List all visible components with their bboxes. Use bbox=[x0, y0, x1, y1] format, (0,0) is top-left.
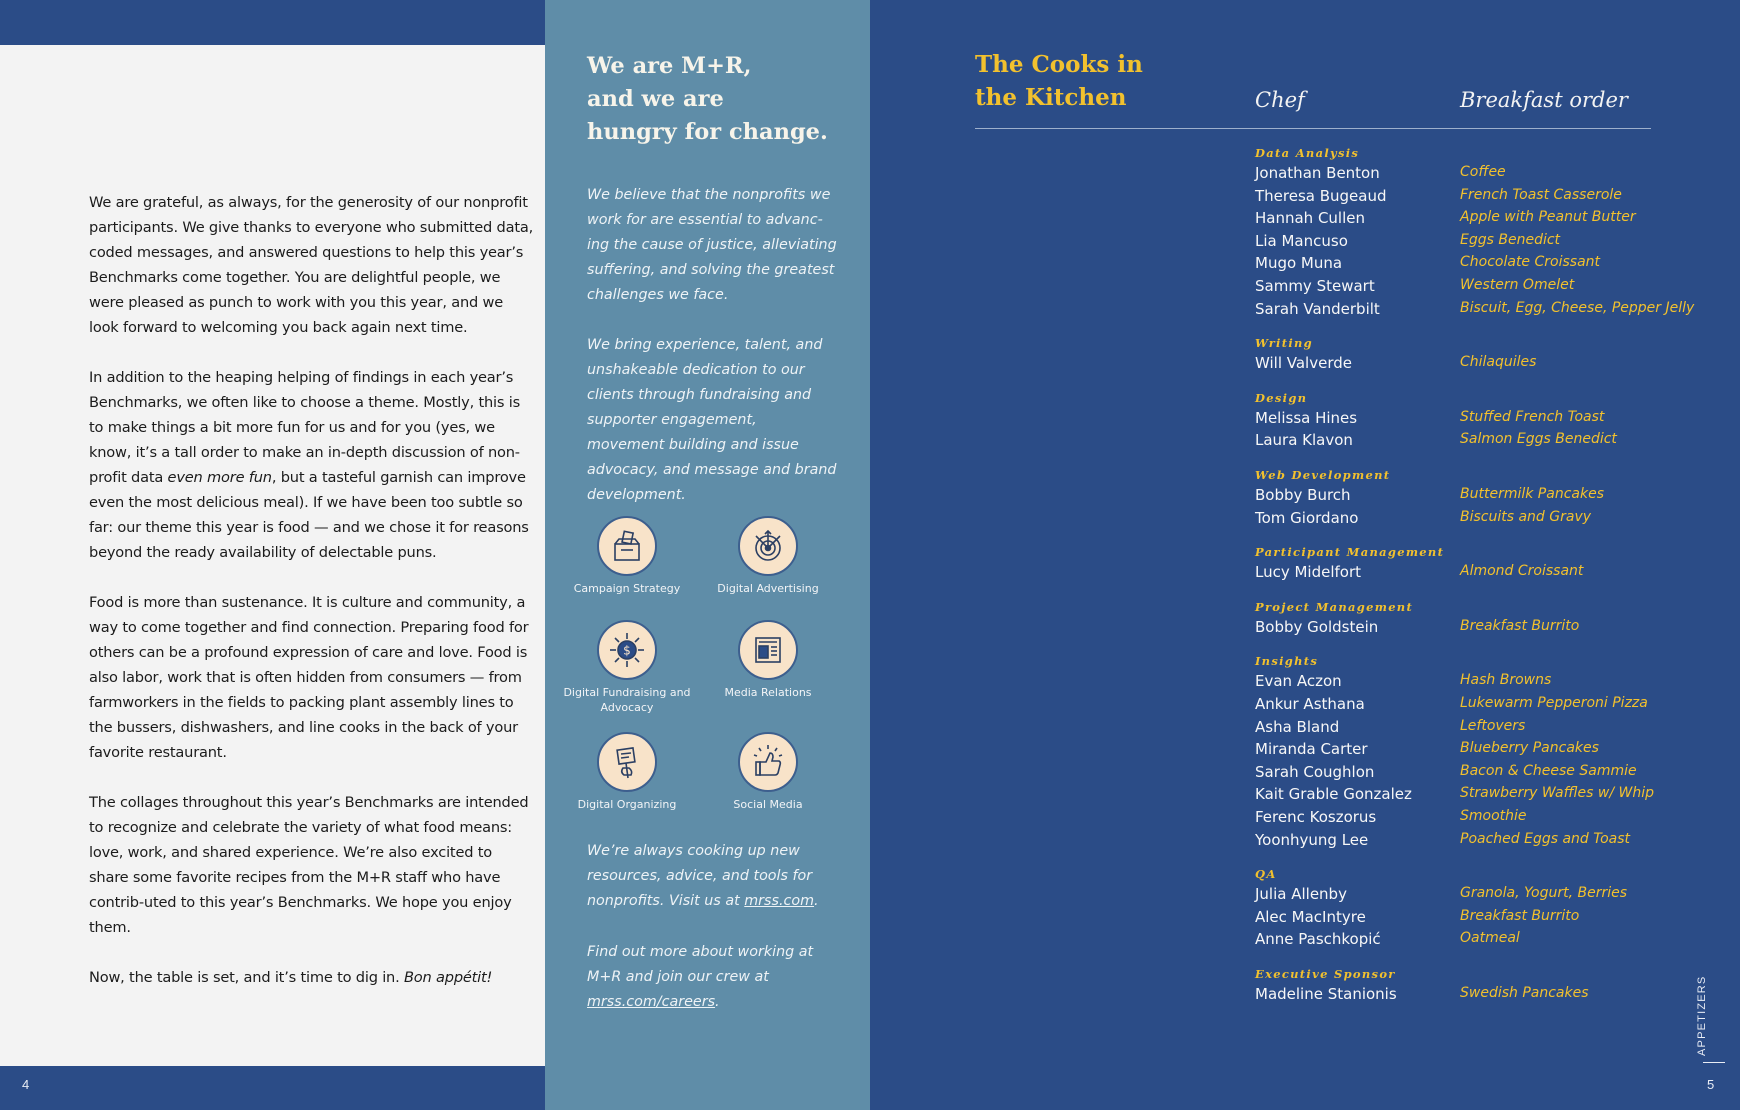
closing-paragraph bbox=[89, 965, 535, 990]
left-body-text bbox=[89, 190, 535, 1015]
roster-row bbox=[1255, 232, 1725, 254]
left-top-bar bbox=[0, 0, 545, 45]
chef-name: Evan Aczon bbox=[1255, 672, 1342, 691]
chef-name: Yoonhyung Lee bbox=[1255, 830, 1369, 849]
group-title: Data Analysis bbox=[1255, 146, 1360, 160]
breakfast-order: Swedish Pancakes bbox=[1460, 985, 1589, 1001]
careers-link[interactable]: mrss.com/careers bbox=[587, 994, 716, 1010]
breakfast-order: Biscuit, Egg, Cheese, Pepper Jelly bbox=[1460, 299, 1695, 316]
left-bottom-bar bbox=[0, 1066, 545, 1110]
service-media-relations bbox=[703, 620, 833, 700]
breakfast-order: Biscuits and Gravy bbox=[1460, 508, 1592, 525]
left-page-number: 4 bbox=[22, 1077, 30, 1092]
beliefs-paragraph: We believe that the nonprofits we work for are essential to advanc-ing the cause of justice, alleviating suffering, and solving the greatest challenges we face. bbox=[587, 187, 837, 303]
breakfast-order: Leftovers bbox=[1460, 717, 1526, 734]
roster-row bbox=[1255, 300, 1725, 322]
service-label: Social Media bbox=[733, 798, 803, 811]
chef-name: Lucy Midelfort bbox=[1255, 563, 1362, 582]
group-title: Design bbox=[1255, 390, 1308, 405]
chef-name: Theresa Bugeaud bbox=[1255, 186, 1387, 205]
service-label: Digital Organizing bbox=[577, 798, 677, 811]
group-title: Participant Management bbox=[1255, 545, 1445, 560]
chef-name: Laura Klavon bbox=[1255, 431, 1353, 450]
breakfast-order: Almond Croissant bbox=[1460, 563, 1584, 580]
middle-panel bbox=[545, 0, 870, 1110]
chef-name: Alec MacIntyre bbox=[1255, 907, 1366, 926]
group-title: QA bbox=[1255, 867, 1277, 882]
roster-row bbox=[1255, 885, 1725, 907]
service-digital-organizing bbox=[562, 732, 692, 812]
chef-name: Anne Paschkopić bbox=[1255, 930, 1381, 949]
breakfast-order: French Toast Casserole bbox=[1460, 186, 1622, 203]
group-title: Insights bbox=[1255, 654, 1319, 669]
breakfast-order: Blueberry Pancakes bbox=[1460, 740, 1599, 757]
cooks-heading-line-1: The Cooks in bbox=[975, 51, 1143, 78]
roster-row bbox=[1255, 740, 1725, 762]
chef-name: Madeline Stanionis bbox=[1255, 985, 1397, 1003]
roster-row bbox=[1255, 718, 1725, 740]
breakfast-order: Breakfast Burrito bbox=[1460, 617, 1580, 634]
breakfast-order: Western Omelet bbox=[1460, 277, 1575, 293]
section-label-rule bbox=[1703, 1062, 1725, 1063]
section-label: APPETIZERS bbox=[1696, 975, 1708, 1056]
breakfast-order: Smoothie bbox=[1460, 808, 1527, 824]
group-title: Web Development bbox=[1255, 468, 1391, 482]
roster-row bbox=[1255, 808, 1725, 830]
roster-row bbox=[1255, 672, 1725, 694]
target-icon bbox=[738, 516, 798, 576]
mrss-link[interactable]: mrss.com bbox=[744, 893, 815, 909]
breakfast-order: Buttermilk Pancakes bbox=[1460, 486, 1604, 502]
breakfast-order: Eggs Benedict bbox=[1460, 231, 1561, 248]
breakfast-order: Salmon Eggs Benedict bbox=[1460, 431, 1617, 448]
careers-paragraph bbox=[587, 940, 837, 1015]
middle-heading-line-2: and we are bbox=[587, 86, 724, 112]
roster-row bbox=[1255, 831, 1725, 853]
breakfast-order: Granola, Yogurt, Berries bbox=[1460, 885, 1628, 902]
ballot-box-icon bbox=[597, 516, 657, 576]
resources-period: . bbox=[814, 893, 819, 909]
intro-paragraph: We are grateful, as always, for the generosity of our nonprofit participants. We give thanks to everyone who submitted data, coded messages, and answered questions to help this year’s Benchmarks come together. You are delightful people, we were pleased as punch to work with you this year, and we look forward to welcoming you back again next time. bbox=[89, 194, 534, 336]
roster-row bbox=[1255, 409, 1725, 431]
service-digital-advertising bbox=[703, 516, 833, 596]
middle-heading bbox=[587, 50, 857, 149]
group-title: Executive Sponsor bbox=[1255, 967, 1396, 981]
chef-name: Sarah Vanderbilt bbox=[1255, 299, 1380, 318]
resources-text: We’re always cooking up new resources, advice, and tools for nonprofits. Visit us at bbox=[587, 843, 813, 909]
chef-name: Ferenc Koszorus bbox=[1255, 808, 1377, 826]
breakfast-order: Lukewarm Pepperoni Pizza bbox=[1460, 695, 1648, 711]
dollar-coin-icon bbox=[597, 620, 657, 680]
food-paragraph: Food is more than sustenance. It is culture and community, a way to come together and find connection. Preparing food for others can be a profound expression of care and love. Food is also labor, work that is often hidden from consumers — from farmworkers in the fields to packing plant assembly lines to the bussers, dishwashers, and line cooks in the back of your favorite restaurant. bbox=[89, 594, 529, 761]
cooks-heading-line-2: the Kitchen bbox=[975, 84, 1127, 111]
bon-appetit-text: Bon appétit! bbox=[403, 969, 493, 986]
roster-row bbox=[1255, 908, 1725, 930]
breakfast-order: Hash Browns bbox=[1460, 672, 1552, 689]
breakfast-order: Strawberry Waffles w/ Whip bbox=[1460, 785, 1655, 802]
breakfast-order-column-header: Breakfast order bbox=[1460, 88, 1628, 112]
service-label: Media Relations bbox=[724, 686, 812, 699]
roster-row bbox=[1255, 763, 1725, 785]
careers-period: . bbox=[715, 994, 720, 1010]
cooks-heading bbox=[975, 48, 1195, 114]
roster-row bbox=[1255, 563, 1725, 585]
service-label: Digital Advertising bbox=[717, 582, 819, 595]
roster-row bbox=[1255, 618, 1725, 640]
roster-row bbox=[1255, 695, 1725, 717]
protest-sign-icon bbox=[597, 732, 657, 792]
group-title: Writing bbox=[1255, 336, 1314, 351]
careers-text: Find out more about working at M+R and join our crew at bbox=[587, 944, 814, 985]
service-digital-fundraising bbox=[562, 620, 692, 715]
chef-name: Bobby Goldstein bbox=[1255, 617, 1379, 636]
roster-row bbox=[1255, 509, 1725, 531]
theme-text-a: In addition to the heaping helping of findings in each year’s Benchmarks, we often like to choose a theme. Mostly, this is to make things a bit more fun for us and for you (yes, we know, it’s a tall order to make an in-depth discussion of non-profit data bbox=[89, 369, 520, 486]
breakfast-order: Chocolate Croissant bbox=[1460, 254, 1601, 271]
experience-paragraph: We bring experience, talent, and unshakeable dedication to our clients through fundraising and supporter engagement, movement building and issue advocacy, and message and brand development. bbox=[587, 337, 837, 503]
breakfast-order: Oatmeal bbox=[1460, 930, 1520, 947]
service-social-media bbox=[703, 732, 833, 812]
collages-paragraph: The collages throughout this year’s Benchmarks are intended to recognize and celebrate the variety of what food means: love, work, and shared experience. We’re also excited to share some favorite recipes from the M+R staff who have contrib-uted to this year’s Benchmarks. We hope you enjoy them. bbox=[89, 794, 529, 936]
roster-row bbox=[1255, 785, 1725, 807]
chef-name: Tom Giordano bbox=[1255, 508, 1359, 527]
service-label: Digital Fundraising and Advocacy bbox=[563, 686, 691, 714]
roster-row bbox=[1255, 209, 1725, 231]
right-page-number: 5 bbox=[1707, 1077, 1715, 1092]
chef-name: Sarah Coughlon bbox=[1255, 762, 1375, 781]
roster-row bbox=[1255, 985, 1725, 1007]
closing-text: Now, the table is set, and it’s time to dig in. bbox=[89, 969, 404, 986]
middle-heading-line-1: We are M+R, bbox=[587, 53, 752, 79]
thumbs-up-icon bbox=[738, 732, 798, 792]
middle-heading-line-3: hungry for change. bbox=[587, 119, 828, 145]
chef-name: Ankur Asthana bbox=[1255, 695, 1365, 713]
chef-name: Mugo Muna bbox=[1255, 254, 1343, 273]
chef-name: Miranda Carter bbox=[1255, 740, 1368, 759]
theme-paragraph bbox=[89, 365, 535, 565]
chef-name: Melissa Hines bbox=[1255, 408, 1358, 427]
chef-name: Jonathan Benton bbox=[1255, 164, 1380, 182]
theme-text-b: , but a tasteful garnish can improve even the most delicious meal). If we have been too subtle so far: our theme this year is food — and we chose it for reasons beyond the ready availability of delectable puns. bbox=[89, 469, 529, 561]
breakfast-order: Chilaquiles bbox=[1460, 354, 1537, 371]
roster-row bbox=[1255, 486, 1725, 508]
chef-name: Julia Allenby bbox=[1255, 885, 1347, 904]
breakfast-order: Poached Eggs and Toast bbox=[1460, 830, 1631, 847]
chef-name: Sammy Stewart bbox=[1255, 277, 1375, 295]
service-label: Campaign Strategy bbox=[573, 582, 681, 595]
newspaper-icon bbox=[738, 620, 798, 680]
roster-row bbox=[1255, 187, 1725, 209]
header-divider bbox=[975, 128, 1651, 129]
breakfast-order: Stuffed French Toast bbox=[1460, 408, 1605, 425]
breakfast-order: Coffee bbox=[1460, 164, 1506, 180]
chef-name: Asha Bland bbox=[1255, 717, 1340, 736]
roster-row bbox=[1255, 930, 1725, 952]
roster-row bbox=[1255, 164, 1725, 186]
breakfast-order: Apple with Peanut Butter bbox=[1460, 209, 1636, 226]
breakfast-order: Bacon & Cheese Sammie bbox=[1460, 762, 1637, 779]
theme-text-italic: even more fun bbox=[167, 469, 272, 486]
roster-row bbox=[1255, 354, 1725, 376]
left-page bbox=[0, 0, 545, 1110]
chef-name: Bobby Burch bbox=[1255, 486, 1351, 504]
chef-name: Kait Grable Gonzalez bbox=[1255, 785, 1412, 804]
chef-name: Hannah Cullen bbox=[1255, 209, 1366, 228]
chef-name: Lia Mancuso bbox=[1255, 231, 1348, 250]
svg-text:$: $ bbox=[623, 643, 631, 658]
roster-row bbox=[1255, 277, 1725, 299]
breakfast-order: Breakfast Burrito bbox=[1460, 907, 1580, 924]
roster-row bbox=[1255, 431, 1725, 453]
chef-column-header: Chef bbox=[1255, 88, 1305, 112]
resources-paragraph bbox=[587, 839, 837, 914]
service-campaign-strategy bbox=[562, 516, 692, 596]
right-page bbox=[870, 0, 1740, 1110]
roster-row bbox=[1255, 254, 1725, 276]
chef-name: Will Valverde bbox=[1255, 354, 1352, 373]
group-title: Project Management bbox=[1255, 599, 1414, 614]
